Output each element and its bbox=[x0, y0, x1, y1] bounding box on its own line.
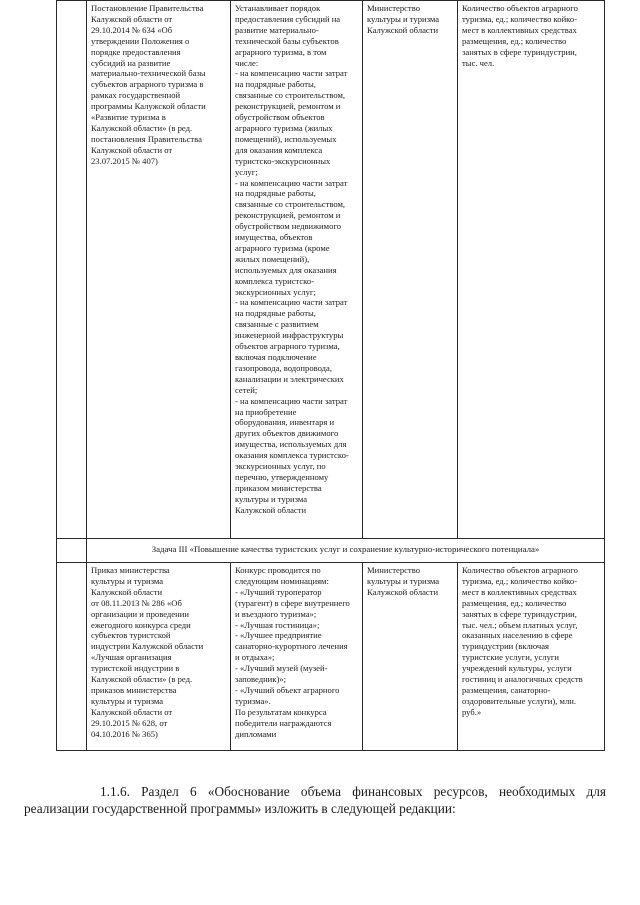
table-row bbox=[57, 563, 605, 751]
executor-cell: Министерство культуры и туризма Калужской области bbox=[363, 563, 458, 751]
executor-cell: Министерство культуры и туризма Калужской области bbox=[363, 1, 458, 539]
empty-cell bbox=[57, 1, 87, 539]
body-paragraph: 1.1.6. Раздел 6 «Обоснование объема финансовых ресурсов, необходимых для реализации государственной программы» изложить в следующей редакции: bbox=[24, 784, 606, 817]
program-table bbox=[56, 0, 605, 751]
empty-cell bbox=[57, 539, 87, 563]
table-row bbox=[57, 539, 605, 563]
indicators-cell: Количество объектов аграрного туризма, ед.; количество койко- мест в коллективных средствах размещения, ед.; количество занятых в сфере туриндустрии, тыс. чел. bbox=[458, 1, 605, 539]
task-heading: Задача III «Повышение качества туристских услуг и сохранение культурно-исторического потенциала» bbox=[87, 539, 605, 563]
empty-cell bbox=[57, 563, 87, 751]
legal-act-cell: Приказ министерства культуры и туризма Калужской области от 08.11.2013 № 286 «Об организации и проведении ежегодного конкурса среди субъектов туристской индустрии Калужской области «Лучшая организация туристской индустрии в Калужской области» (в ред. приказов министерства культуры и туризма Калужской области от 29.10.2015 № 628, от 04.10.2016 № 365) bbox=[87, 563, 231, 751]
indicators-cell: Количество объектов аграрного туризма, ед.; количество койко- мест в коллективных средствах размещения, ед.; количество занятых в сфере туриндустрии, тыс. чел.; объем платных услуг, оказанных населению в сфере туриндустрии (включая туристские услуги, услуги учреждений культуры, услуги гостиниц и аналогичных средств размещения, санаторно- оздоровительные услуги), млн. руб.» bbox=[458, 563, 605, 751]
legal-act-cell: Постановление Правительства Калужской области от 29.10.2014 № 634 «Об утверждении Положения о порядке предоставления субсидий на развитие материально-технической базы субъектов аграрного туризма в рамках государственной программы Калужской области «Развитие туризма в Калужской области» (в ред. постановления Правительства Калужской области от 23.07.2015 № 407) bbox=[87, 1, 231, 539]
description-cell: Конкурс проводится по следующим номинациям: - «Лучший туроператор (турагент) в сфере внутреннего и въездного туризма»; - «Лучшая гостиница»; - «Лучшее предприятие санаторно-курортного лечения и отдыха»; - «Лучший музей (музей- заповедник)»; - «Лучший объект аграрного туризма». По результатам конкурса победители награждаются дипломами bbox=[231, 563, 363, 751]
table-row bbox=[57, 1, 605, 539]
description-cell: Устанавливает порядок предоставления субсидий на развитие материально- технической базы субъектов аграрного туризма, в том числе: - на компенсацию части затрат на подрядные работы, связанные со строительством, реконструкцией, ремонтом и обустройством объектов аграрного туризма (жилых помещений), используемых для оказания комплекса туристско-экскурсионных услуг; - на компенсацию части затрат на подрядные работы, связанные со строительством, реконструкцией, ремонтом и обустройством недвижимого имущества, объектов аграрного туризма (кроме жилых помещений), используемых для оказания комплекса туристско- экскурсионных услуг; - на компенсацию части затрат на подрядные работы, связанные с развитием инженерной инфраструктуры объектов аграрного туризма, включая подключение газопровода, водопровода, канализации и электрических сетей; - на компенсацию части затрат на приобретение оборудования, инвентаря и других объектов движимого имущества, используемых для оказания комплекса туристско- экскурсионных услуг, по перечню, утвержденному приказом министерства культуры и туризма Калужской области bbox=[231, 1, 363, 539]
